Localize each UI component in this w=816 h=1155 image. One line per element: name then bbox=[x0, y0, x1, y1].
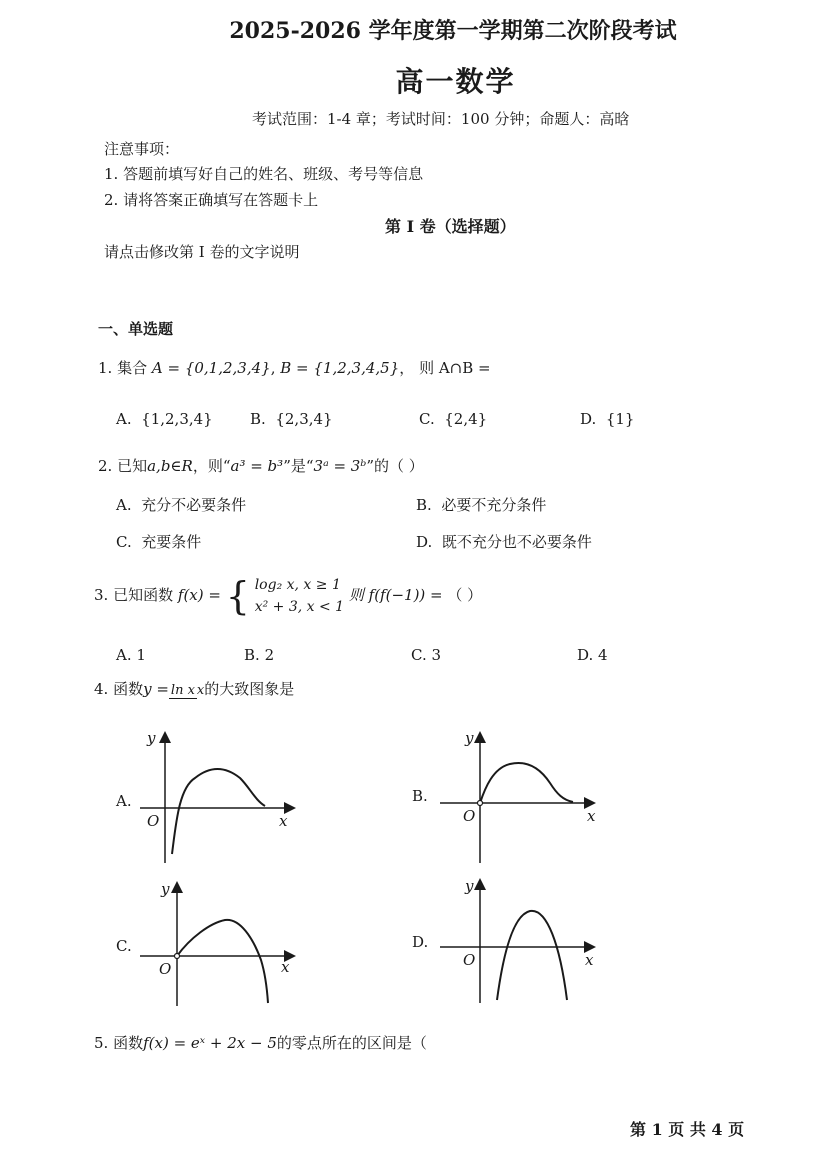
origin-label: O bbox=[159, 960, 172, 978]
q2-option-b[interactable]: B. 必要不充分条件 bbox=[416, 496, 547, 514]
subject-title: 高一数学 bbox=[395, 65, 516, 98]
part-title: 一、单选题 bbox=[98, 320, 174, 338]
origin-label: O bbox=[463, 951, 476, 969]
q1-prefix: 集合 bbox=[117, 359, 148, 377]
q2-condition: a,b∈R bbox=[147, 457, 193, 475]
axis-x-label: x bbox=[281, 958, 290, 976]
section-description[interactable]: 请点击修改第 I 卷的文字说明 bbox=[104, 243, 300, 261]
q1-ask: 则 A∩B = bbox=[419, 359, 491, 377]
q1-option-b[interactable]: B. {2,3,4} bbox=[250, 410, 333, 428]
q3-case-1: log₂ x, x ≥ 1 bbox=[254, 577, 341, 593]
question-3: 3. 已知函数 f(x) = { log₂ x, x ≥ 1 x² + 3, x < 1 则 f(f(−1)) = （ ） bbox=[94, 574, 483, 618]
q3-option-a[interactable]: A. 1 bbox=[116, 646, 146, 664]
q4-graph-a[interactable] bbox=[135, 728, 300, 868]
question-5: 5. 函数f(x) = eˣ + 2x − 5的零点所在的区间是（ bbox=[94, 1034, 427, 1052]
q2-cond2: 3ᵃ = 3ᵇ bbox=[313, 457, 367, 475]
q1-set-b: B = {1,2,3,4,5} bbox=[280, 359, 400, 377]
axis-y-label: y bbox=[465, 729, 474, 747]
axis-y-label: y bbox=[147, 729, 156, 747]
q2-option-d[interactable]: D. 既不充分也不必要条件 bbox=[416, 533, 592, 551]
q1-option-d[interactable]: D. {1} bbox=[580, 410, 635, 428]
q3-option-c[interactable]: C. 3 bbox=[411, 646, 442, 664]
q4-graph-b[interactable] bbox=[435, 728, 600, 868]
q1-set-a: A = {0,1,2,3,4} bbox=[151, 359, 271, 377]
question-1: 1. 集合 A = {0,1,2,3,4}, B = {1,2,3,4,5}， 则 A∩B = bbox=[98, 359, 491, 377]
q4-graph-label-b[interactable]: B. bbox=[412, 787, 428, 805]
q1-option-c[interactable]: C. {2,4} bbox=[419, 410, 488, 428]
page-footer: 第 1 页 共 4 页 bbox=[630, 1120, 745, 1139]
axis-y-label: y bbox=[161, 880, 170, 898]
notes-heading: 注意事项： bbox=[104, 140, 180, 158]
q3-case-2: x² + 3, x < 1 bbox=[254, 599, 345, 615]
question-2: 2. 已知a,b∈R，则“a³ = b³”是“3ᵃ = 3ᵇ”的（ ） bbox=[98, 457, 424, 475]
q4-fraction: ln x x bbox=[170, 682, 205, 698]
q4-graph-c[interactable] bbox=[135, 878, 300, 1010]
q3-brace: { bbox=[225, 574, 250, 618]
origin-label: O bbox=[463, 807, 476, 825]
q2-option-a[interactable]: A. 充分不必要条件 bbox=[116, 496, 247, 514]
origin-label: O bbox=[147, 812, 160, 830]
q3-ask: 则 f(f(−1)) = bbox=[348, 586, 443, 604]
q1-number: 1. bbox=[98, 359, 113, 377]
exam-info: 考试范围：1-4 章；考试时间：100 分钟；命题人：高晗 bbox=[252, 110, 630, 128]
exam-title: 2025-2026 学年度第一学期第二次阶段考试 bbox=[229, 18, 677, 44]
q3-option-d[interactable]: D. 4 bbox=[577, 646, 608, 664]
q3-option-b[interactable]: B. 2 bbox=[244, 646, 275, 664]
q2-option-c[interactable]: C. 充要条件 bbox=[116, 533, 202, 551]
q3-fx: f(x) = bbox=[177, 586, 221, 604]
axis-x-label: x bbox=[585, 951, 594, 969]
axis-x-label: x bbox=[587, 807, 596, 825]
q1-option-a[interactable]: A. {1,2,3,4} bbox=[116, 410, 213, 428]
q3-cases bbox=[255, 574, 344, 618]
q5-expr: f(x) = eˣ + 2x − 5 bbox=[143, 1034, 277, 1052]
q4-graph-label-d[interactable]: D. bbox=[412, 933, 429, 951]
note-item-1: 1. 答题前填写好自己的姓名、班级、考号等信息 bbox=[104, 165, 424, 183]
axis-y-label: y bbox=[465, 877, 474, 895]
question-4: 4. 函数y = ln x x的大致图象是 bbox=[94, 680, 295, 698]
q4-graph-d[interactable] bbox=[435, 875, 600, 1007]
q2-cond1: a³ = b³ bbox=[230, 457, 284, 475]
note-item-2: 2. 请将答案正确填写在答题卡上 bbox=[104, 191, 319, 209]
q4-graph-label-c[interactable]: C. bbox=[116, 937, 132, 955]
axis-x-label: x bbox=[279, 812, 288, 830]
section-title: 第 I 卷（选择题） bbox=[385, 217, 516, 236]
q4-graph-label-a[interactable]: A. bbox=[116, 792, 132, 810]
